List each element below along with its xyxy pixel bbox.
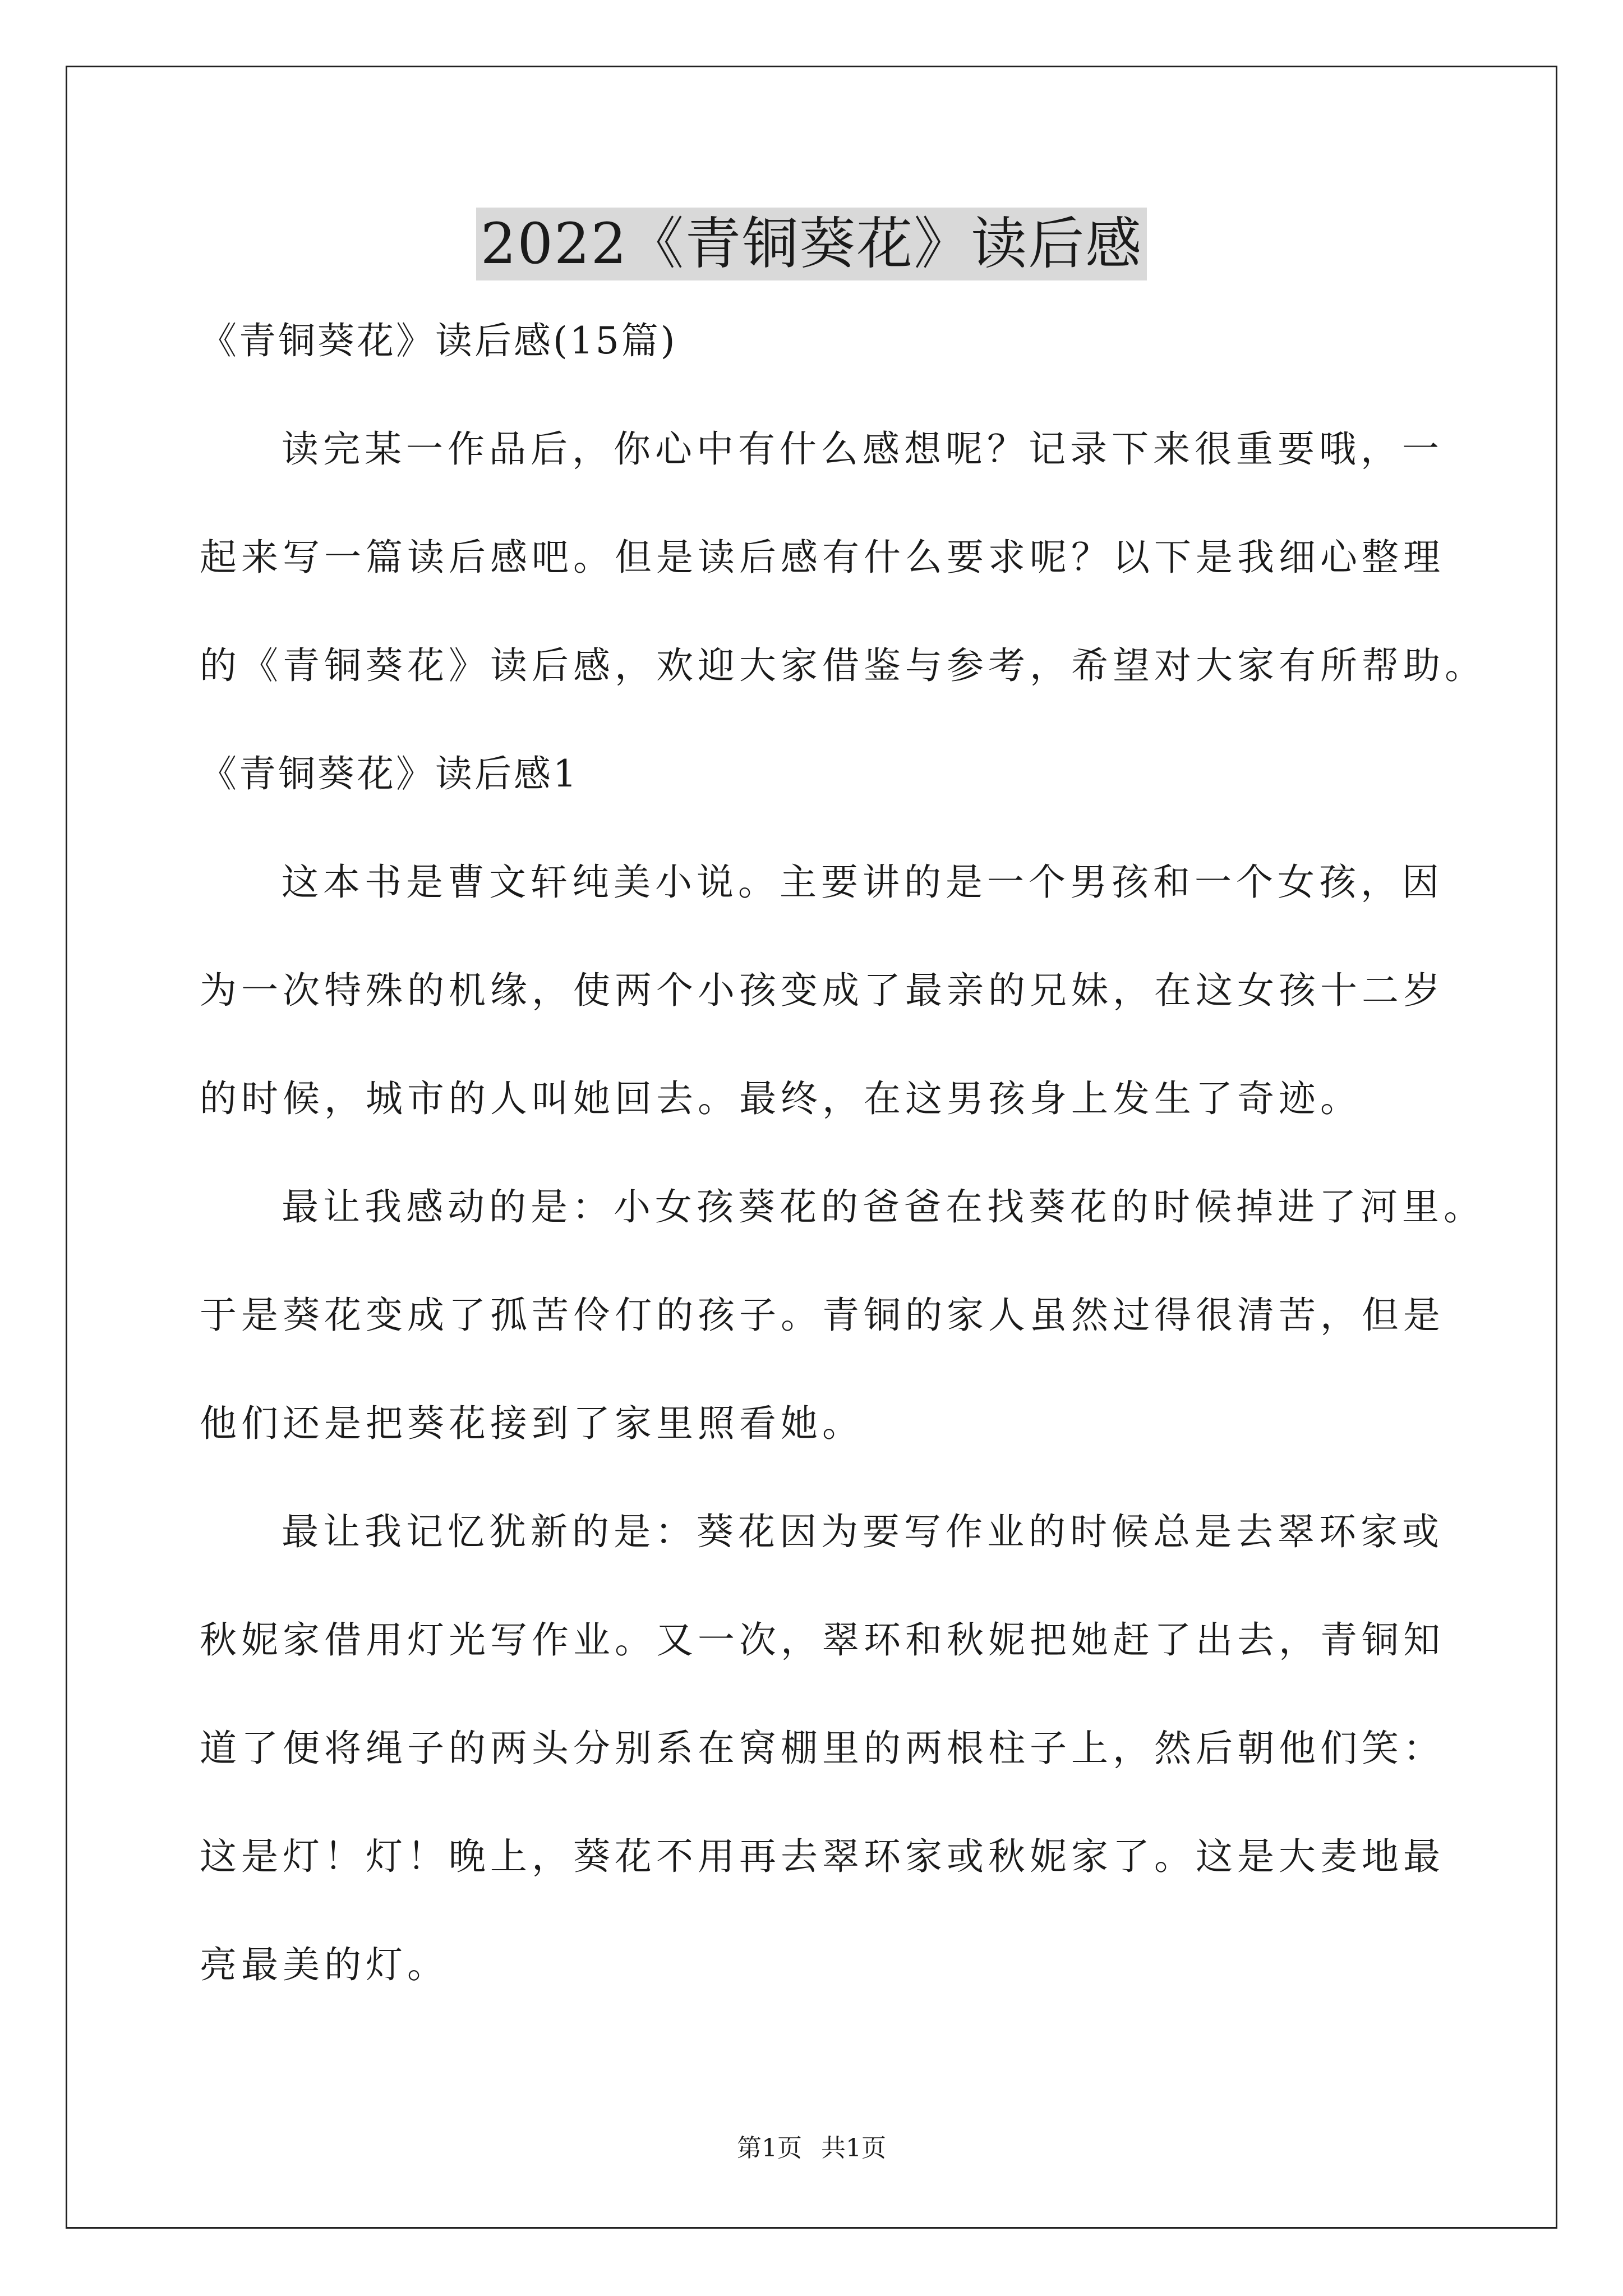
intro-line: 读完某一作品后，你心中有什么感想呢？记录下来很重要哦，一 <box>282 427 1444 471</box>
paragraph-line: 秋妮家借用灯光写作业。又一次，翠环和秋妮把她赶了出去，青铜知 <box>200 1618 1445 1662</box>
page-number: 第1页 <box>737 2134 802 2162</box>
paragraph-line: 最让我感动的是：小女孩葵花的爸爸在找葵花的时候掉进了河里。 <box>282 1185 1485 1228</box>
section-heading: 《青铜葵花》读后感1 <box>200 752 579 795</box>
document-body <box>200 314 1486 2046</box>
paragraph-line: 这本书是曹文轩纯美小说。主要讲的是一个男孩和一个女孩，因 <box>282 861 1444 904</box>
paragraph-line: 于是葵花变成了孤苦伶仃的孩子。青铜的家人虽然过得很清苦，但是 <box>200 1294 1445 1337</box>
paragraph-line: 的时候，城市的人叫她回去。最终，在这男孩身上发生了奇迹。 <box>200 1077 1362 1120</box>
paragraph-line: 最让我记忆犹新的是：葵花因为要写作业的时候总是去翠环家或 <box>282 1510 1444 1553</box>
paragraph-line: 为一次特殊的机缘，使两个小孩变成了最亲的兄妹，在这女孩十二岁 <box>200 969 1445 1012</box>
intro-line: 起来写一篇读后感吧。但是读后感有什么要求呢？以下是我细心整理 <box>200 536 1445 579</box>
page-total: 共1页 <box>821 2134 886 2162</box>
paragraph-line: 道了便将绳子的两头分别系在窝棚里的两根柱子上，然后朝他们笑： <box>200 1727 1445 1770</box>
intro-line: 的《青铜葵花》读后感，欢迎大家借鉴与参考，希望对大家有所帮助。 <box>200 644 1486 687</box>
paragraph-line: 这是灯！灯！晚上，葵花不用再去翠环家或秋妮家了。这是大麦地最 <box>200 1835 1445 1878</box>
document-title: 2022《青铜葵花》读后感 <box>476 208 1147 280</box>
paragraph-line: 他们还是把葵花接到了家里照看她。 <box>200 1402 864 1445</box>
document-subtitle: 《青铜葵花》读后感(15篇) <box>200 319 677 362</box>
paragraph-line: 亮最美的灯。 <box>200 1943 449 1986</box>
page-footer <box>0 2132 1623 2165</box>
title-container <box>0 208 1623 280</box>
